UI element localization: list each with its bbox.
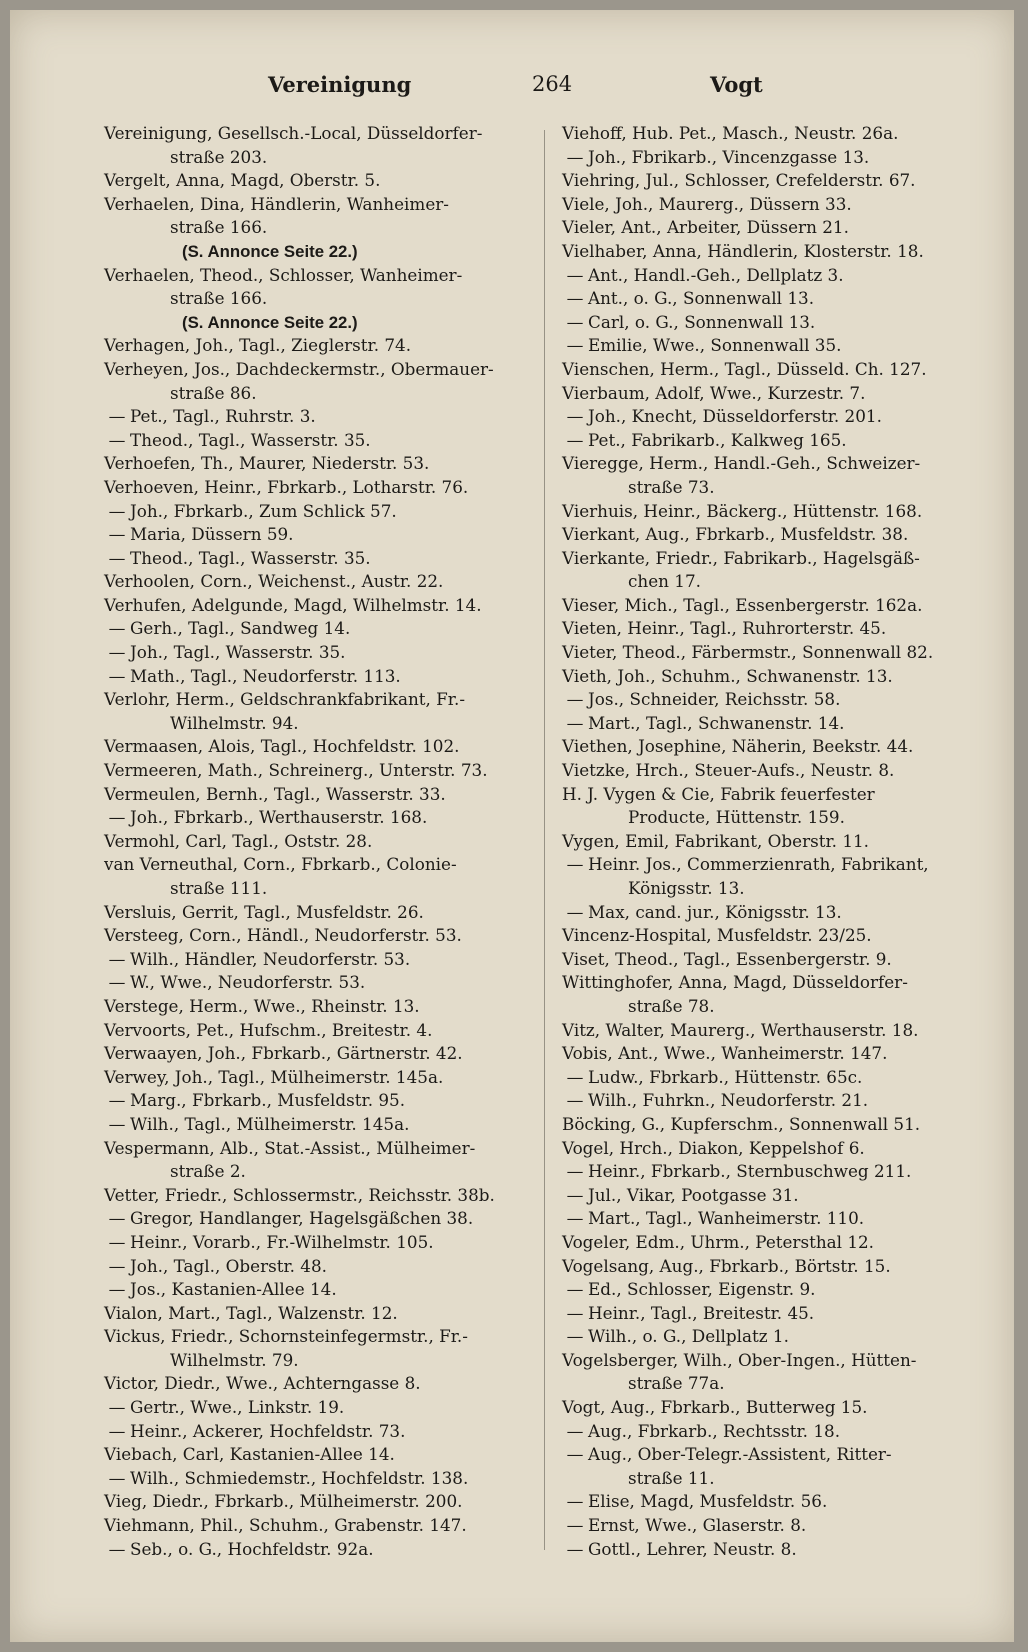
entry-text: Emilie, Wwe., Sonnenwall 35. bbox=[588, 335, 842, 356]
entry-continuation: straße 166. bbox=[170, 217, 268, 238]
directory-entry bbox=[562, 1184, 1002, 1208]
entry-text: Wilh., Fuhrkn., Neudorferstr. 21. bbox=[588, 1090, 869, 1111]
entry-text: Viehmann, Phil., Schuhm., Grabenstr. 147. bbox=[104, 1515, 467, 1536]
directory-entry bbox=[562, 1042, 1002, 1066]
directory-entry bbox=[562, 452, 1002, 499]
ditto-dash: — bbox=[566, 901, 584, 922]
directory-entry bbox=[104, 1137, 536, 1184]
directory-entry bbox=[562, 1490, 1002, 1514]
entry-text: Böcking, G., Kupferschm., Sonnenwall 51. bbox=[562, 1113, 921, 1134]
directory-entry bbox=[104, 1089, 536, 1113]
entry-text: Ludw., Fbrkarb., Hüttenstr. 65c. bbox=[588, 1066, 863, 1087]
entry-text: Vieg, Diedr., Fbrkarb., Mülheimerstr. 200. bbox=[104, 1491, 463, 1512]
ditto-dash: — bbox=[566, 1302, 584, 1323]
entry-text: Aug., Ober-Telegr.-Assistent, Ritter- bbox=[588, 1444, 892, 1465]
directory-entry bbox=[104, 853, 536, 900]
entry-text: Vervoorts, Pet., Hufschm., Breitestr. 4. bbox=[104, 1019, 433, 1040]
directory-entry bbox=[562, 429, 1002, 453]
entry-text: Theod., Tagl., Wasserstr. 35. bbox=[130, 547, 371, 568]
directory-entry bbox=[104, 594, 536, 618]
directory-entry bbox=[104, 500, 536, 524]
entry-text: Wilh., Schmiedemstr., Hochfeldstr. 138. bbox=[130, 1467, 469, 1488]
directory-entry bbox=[104, 429, 536, 453]
entry-continuation: Producte, Hüttenstr. 159. bbox=[628, 807, 845, 828]
entry-continuation: Wilhelmstr. 94. bbox=[170, 712, 299, 733]
entry-text: Verlohr, Herm., Geldschrankfabrikant, Fr.- bbox=[104, 689, 465, 710]
entry-text: Vogelsang, Aug., Fbrkarb., Börtstr. 15. bbox=[562, 1255, 891, 1276]
directory-entry bbox=[104, 1066, 536, 1090]
entry-text: Pet., Fabrikarb., Kalkweg 165. bbox=[588, 429, 847, 450]
page-header bbox=[10, 72, 1014, 102]
directory-entry bbox=[562, 1255, 1002, 1279]
ditto-dash: — bbox=[108, 642, 126, 663]
directory-entry bbox=[104, 1538, 536, 1562]
directory-entry bbox=[104, 806, 536, 830]
directory-entry bbox=[104, 735, 536, 759]
ditto-dash: — bbox=[566, 1491, 584, 1512]
entry-text: Vietzke, Hrch., Steuer-Aufs., Neustr. 8. bbox=[562, 760, 895, 781]
directory-entry bbox=[104, 1443, 536, 1467]
ditto-dash: — bbox=[108, 1208, 126, 1229]
directory-entry bbox=[562, 1113, 1002, 1137]
directory-entry bbox=[562, 1538, 1002, 1562]
ditto-dash: — bbox=[108, 665, 126, 686]
directory-entry bbox=[562, 735, 1002, 759]
directory-entry bbox=[562, 146, 1002, 170]
ditto-dash: — bbox=[108, 1279, 126, 1300]
entry-text: Seb., o. G., Hochfeldstr. 92a. bbox=[130, 1538, 374, 1559]
entry-text: Verhoeven, Heinr., Fbrkarb., Lotharstr. 76. bbox=[104, 476, 469, 497]
ditto-dash: — bbox=[566, 1066, 584, 1087]
entry-text: Wilh., o. G., Dellplatz 1. bbox=[588, 1326, 789, 1347]
entry-text: van Verneuthal, Corn., Fbrkarb., Colonie- bbox=[104, 854, 457, 875]
entry-text: Gertr., Wwe., Linkstr. 19. bbox=[130, 1397, 345, 1418]
entry-text: Gerh., Tagl., Sandweg 14. bbox=[130, 618, 351, 639]
ditto-dash: — bbox=[566, 1208, 584, 1229]
directory-entry bbox=[104, 1420, 536, 1444]
entry-text: Vereinigung, Gesellsch.-Local, Düsseldorfer- bbox=[104, 123, 483, 143]
entry-continuation: Wilhelmstr. 79. bbox=[170, 1349, 299, 1370]
entry-text: Viele, Joh., Maurerg., Düssern 33. bbox=[562, 193, 852, 214]
entry-text: Vygen, Emil, Fabrikant, Oberstr. 11. bbox=[562, 830, 870, 851]
directory-entry bbox=[104, 570, 536, 594]
directory-entry bbox=[562, 500, 1002, 524]
ditto-dash: — bbox=[566, 264, 584, 285]
directory-entry bbox=[562, 924, 1002, 948]
entry-continuation: straße 78. bbox=[628, 995, 715, 1016]
ditto-dash: — bbox=[108, 1090, 126, 1111]
annonce-note bbox=[104, 240, 536, 264]
entry-text: (S. Annonce Seite 22.) bbox=[182, 312, 358, 332]
entry-text: Versteeg, Corn., Händl., Neudorferstr. 53. bbox=[104, 925, 462, 946]
ditto-dash: — bbox=[108, 1538, 126, 1559]
directory-entry bbox=[104, 1302, 536, 1326]
directory-entry bbox=[104, 1113, 536, 1137]
entry-text: Viehoff, Hub. Pet., Masch., Neustr. 26a. bbox=[562, 123, 899, 143]
directory-entry bbox=[562, 358, 1002, 382]
directory-entry bbox=[104, 924, 536, 948]
directory-entry bbox=[562, 688, 1002, 712]
header-right-keyword: Vogt bbox=[710, 72, 763, 97]
entry-text: H. J. Vygen & Cie, Fabrik feuerfester bbox=[562, 783, 875, 804]
entry-text: Viehring, Jul., Schlosser, Crefelderstr. 67. bbox=[562, 170, 916, 191]
entry-text: Heinr., Ackerer, Hochfeldstr. 73. bbox=[130, 1420, 406, 1441]
ditto-dash: — bbox=[108, 972, 126, 993]
ditto-dash: — bbox=[566, 311, 584, 332]
directory-entry bbox=[104, 783, 536, 807]
entry-text: Ed., Schlosser, Eigenstr. 9. bbox=[588, 1279, 816, 1300]
directory-entry bbox=[562, 1231, 1002, 1255]
entry-text: Math., Tagl., Neudorferstr. 113. bbox=[130, 665, 401, 686]
entry-text: Vobis, Ant., Wwe., Wanheimerstr. 147. bbox=[562, 1043, 888, 1064]
directory-entry bbox=[104, 264, 536, 311]
directory-entry bbox=[104, 665, 536, 689]
entry-text: Vialon, Mart., Tagl., Walzenstr. 12. bbox=[104, 1302, 398, 1323]
entry-text: Jos., Schneider, Reichsstr. 58. bbox=[588, 689, 841, 710]
directory-entry bbox=[104, 1207, 536, 1231]
ditto-dash: — bbox=[108, 547, 126, 568]
entry-text: Verhoolen, Corn., Weichenst., Austr. 22. bbox=[104, 571, 444, 592]
entry-text: Mart., Tagl., Schwanenstr. 14. bbox=[588, 712, 845, 733]
ditto-dash: — bbox=[566, 1326, 584, 1347]
entry-text: Viebach, Carl, Kastanien-Allee 14. bbox=[104, 1444, 395, 1465]
directory-entry bbox=[104, 995, 536, 1019]
directory-page bbox=[10, 10, 1014, 1642]
directory-entry bbox=[104, 358, 536, 405]
directory-entry bbox=[562, 1325, 1002, 1349]
directory-entry bbox=[104, 901, 536, 925]
entry-text: Joh., Knecht, Düsseldorferstr. 201. bbox=[588, 406, 882, 427]
entry-text: Jul., Vikar, Pootgasse 31. bbox=[588, 1184, 799, 1205]
entry-continuation: Königsstr. 13. bbox=[628, 878, 745, 898]
entry-text: Verwey, Joh., Tagl., Mülheimerstr. 145a. bbox=[104, 1066, 444, 1087]
entry-text: Vieter, Theod., Färbermstr., Sonnenwall 82. bbox=[562, 642, 934, 663]
directory-entry bbox=[104, 971, 536, 995]
directory-entry bbox=[104, 1231, 536, 1255]
entry-text: Theod., Tagl., Wasserstr. 35. bbox=[130, 429, 371, 450]
directory-entry bbox=[104, 169, 536, 193]
directory-entry bbox=[562, 382, 1002, 406]
ditto-dash: — bbox=[108, 618, 126, 639]
ditto-dash: — bbox=[566, 854, 584, 875]
directory-entry bbox=[104, 452, 536, 476]
entry-text: Verhagen, Joh., Tagl., Zieglerstr. 74. bbox=[104, 335, 412, 356]
directory-entry bbox=[562, 1349, 1002, 1396]
entry-text: Marg., Fbrkarb., Musfeldstr. 95. bbox=[130, 1090, 406, 1111]
ditto-dash: — bbox=[566, 335, 584, 356]
directory-entry bbox=[562, 641, 1002, 665]
entry-text: Vieth, Joh., Schuhm., Schwanenstr. 13. bbox=[562, 665, 893, 686]
entry-text: Vieser, Mich., Tagl., Essenbergerstr. 162a. bbox=[562, 594, 923, 615]
entry-text: Vogt, Aug., Fbrkarb., Butterweg 15. bbox=[562, 1397, 868, 1418]
directory-entry bbox=[104, 688, 536, 735]
directory-entry bbox=[562, 617, 1002, 641]
entry-text: Ant., Handl.-Geh., Dellplatz 3. bbox=[588, 264, 844, 285]
entry-text: Vermeulen, Bernh., Tagl., Wasserstr. 33. bbox=[104, 783, 446, 804]
entry-text: Verhaelen, Theod., Schlosser, Wanheimer- bbox=[104, 264, 463, 285]
entry-text: Verwaayen, Joh., Fbrkarb., Gärtnerstr. 42. bbox=[104, 1043, 463, 1064]
left-column bbox=[104, 122, 536, 1561]
ditto-dash: — bbox=[108, 500, 126, 521]
directory-entry bbox=[562, 712, 1002, 736]
entry-text: Verhufen, Adelgunde, Magd, Wilhelmstr. 14. bbox=[104, 594, 482, 615]
directory-entry bbox=[562, 311, 1002, 335]
ditto-dash: — bbox=[108, 1467, 126, 1488]
entry-continuation: straße 73. bbox=[628, 476, 715, 497]
entry-text: Vierkant, Aug., Fbrkarb., Musfeldstr. 38. bbox=[562, 524, 909, 545]
entry-continuation: straße 203. bbox=[170, 146, 268, 167]
directory-entry bbox=[562, 1302, 1002, 1326]
entry-text: Verhaelen, Dina, Händlerin, Wanheimer- bbox=[104, 193, 449, 214]
ditto-dash: — bbox=[566, 1420, 584, 1441]
directory-entry bbox=[562, 1420, 1002, 1444]
directory-entry bbox=[104, 830, 536, 854]
entry-text: Pet., Tagl., Ruhrstr. 3. bbox=[130, 406, 316, 427]
directory-entry bbox=[562, 523, 1002, 547]
entry-continuation: straße 166. bbox=[170, 288, 268, 309]
ditto-dash: — bbox=[566, 1444, 584, 1465]
directory-entry bbox=[104, 1278, 536, 1302]
entry-text: Vermaasen, Alois, Tagl., Hochfeldstr. 102. bbox=[104, 736, 460, 757]
ditto-dash: — bbox=[566, 712, 584, 733]
directory-entry bbox=[562, 1137, 1002, 1161]
directory-entry bbox=[104, 759, 536, 783]
directory-entry bbox=[104, 641, 536, 665]
directory-entry bbox=[104, 1325, 536, 1372]
directory-entry bbox=[562, 1066, 1002, 1090]
entry-text: Carl, o. G., Sonnenwall 13. bbox=[588, 311, 816, 332]
directory-entry bbox=[562, 1278, 1002, 1302]
entry-text: Heinr., Tagl., Breitestr. 45. bbox=[588, 1302, 815, 1323]
directory-entry bbox=[562, 547, 1002, 594]
entry-text: Verhoefen, Th., Maurer, Niederstr. 53. bbox=[104, 453, 430, 474]
directory-entry bbox=[562, 971, 1002, 1018]
entry-text: Joh., Fbrkarb., Werthauserstr. 168. bbox=[130, 807, 428, 828]
entry-text: Vieler, Ant., Arbeiter, Düssern 21. bbox=[562, 217, 849, 238]
entry-text: Aug., Fbrkarb., Rechtsstr. 18. bbox=[588, 1420, 841, 1441]
entry-text: Wilh., Tagl., Mülheimerstr. 145a. bbox=[130, 1113, 410, 1134]
directory-entry bbox=[562, 405, 1002, 429]
directory-entry bbox=[104, 1042, 536, 1066]
directory-entry bbox=[104, 1467, 536, 1491]
directory-entry bbox=[104, 948, 536, 972]
directory-entry bbox=[562, 216, 1002, 240]
column-divider bbox=[544, 130, 545, 1550]
directory-entry bbox=[562, 169, 1002, 193]
entry-text: Vetter, Friedr., Schlossermstr., Reichsstr. 38b. bbox=[104, 1184, 495, 1205]
entry-text: Joh., Fbrikarb., Vincenzgasse 13. bbox=[588, 146, 870, 167]
ditto-dash: — bbox=[108, 1231, 126, 1252]
entry-text: Vickus, Friedr., Schornsteinfegermstr., Fr.- bbox=[104, 1326, 468, 1347]
directory-entry bbox=[104, 1514, 536, 1538]
ditto-dash: — bbox=[108, 948, 126, 969]
directory-entry bbox=[104, 405, 536, 429]
ditto-dash: — bbox=[108, 1113, 126, 1134]
entry-text: Viset, Theod., Tagl., Essenbergerstr. 9. bbox=[562, 948, 892, 969]
entry-text: Elise, Magd, Musfeldstr. 56. bbox=[588, 1491, 828, 1512]
directory-entry bbox=[562, 1089, 1002, 1113]
ditto-dash: — bbox=[566, 406, 584, 427]
directory-entry bbox=[562, 948, 1002, 972]
directory-entry bbox=[104, 122, 536, 169]
entry-text: Vieregge, Herm., Handl.-Geh., Schweizer- bbox=[562, 453, 921, 474]
entry-continuation: straße 77a. bbox=[628, 1373, 725, 1394]
directory-entry bbox=[562, 665, 1002, 689]
entry-text: Vierkante, Friedr., Fabrikarb., Hagelsgäß- bbox=[562, 547, 920, 568]
directory-entry bbox=[562, 287, 1002, 311]
directory-entry bbox=[104, 334, 536, 358]
directory-entry bbox=[562, 853, 1002, 900]
entry-continuation: straße 2. bbox=[170, 1161, 246, 1182]
ditto-dash: — bbox=[566, 1538, 584, 1559]
entry-text: Vogeler, Edm., Uhrm., Petersthal 12. bbox=[562, 1231, 875, 1252]
entry-text: Vincenz-Hospital, Musfeldstr. 23/25. bbox=[562, 925, 872, 946]
entry-text: Vitz, Walter, Maurerg., Werthauserstr. 18. bbox=[562, 1019, 919, 1040]
annonce-note bbox=[104, 311, 536, 335]
directory-entry bbox=[104, 617, 536, 641]
entry-continuation: straße 11. bbox=[628, 1467, 715, 1488]
entry-text: Vermohl, Carl, Tagl., Oststr. 28. bbox=[104, 830, 373, 851]
directory-entry bbox=[562, 264, 1002, 288]
directory-entry bbox=[562, 1207, 1002, 1231]
entry-text: Heinr. Jos., Commerzienrath, Fabrikant, bbox=[588, 854, 929, 875]
directory-entry bbox=[562, 1443, 1002, 1490]
entry-text: Victor, Diedr., Wwe., Achterngasse 8. bbox=[104, 1373, 421, 1394]
ditto-dash: — bbox=[566, 689, 584, 710]
directory-entry bbox=[562, 901, 1002, 925]
directory-entry bbox=[562, 759, 1002, 783]
directory-entry bbox=[104, 1396, 536, 1420]
entry-text: Ant., o. G., Sonnenwall 13. bbox=[588, 288, 815, 309]
entry-text: Viethen, Josephine, Näherin, Beekstr. 44. bbox=[562, 736, 914, 757]
directory-entry bbox=[104, 1255, 536, 1279]
entry-text: Heinr., Vorarb., Fr.-Wilhelmstr. 105. bbox=[130, 1231, 434, 1252]
entry-text: Vergelt, Anna, Magd, Oberstr. 5. bbox=[104, 170, 381, 191]
directory-entry bbox=[562, 334, 1002, 358]
directory-entry bbox=[104, 523, 536, 547]
entry-text: Joh., Fbrkarb., Zum Schlick 57. bbox=[130, 500, 397, 521]
right-column bbox=[562, 122, 1002, 1561]
entry-text: (S. Annonce Seite 22.) bbox=[182, 241, 358, 261]
directory-entry bbox=[104, 193, 536, 240]
entry-text: Gottl., Lehrer, Neustr. 8. bbox=[588, 1538, 797, 1559]
entry-text: Versluis, Gerrit, Tagl., Musfeldstr. 26. bbox=[104, 901, 424, 922]
entry-text: Max, cand. jur., Königsstr. 13. bbox=[588, 901, 842, 922]
ditto-dash: — bbox=[566, 288, 584, 309]
ditto-dash: — bbox=[108, 524, 126, 545]
ditto-dash: — bbox=[566, 1515, 584, 1536]
entry-text: Verheyen, Jos., Dachdeckermstr., Obermauer- bbox=[104, 358, 494, 379]
directory-entry bbox=[562, 594, 1002, 618]
entry-text: Vieten, Heinr., Tagl., Ruhrorterstr. 45. bbox=[562, 618, 887, 639]
directory-entry bbox=[562, 1019, 1002, 1043]
entry-text: Wilh., Händler, Neudorferstr. 53. bbox=[130, 948, 411, 969]
ditto-dash: — bbox=[108, 1420, 126, 1441]
directory-entry bbox=[562, 1396, 1002, 1420]
entry-continuation: straße 111. bbox=[170, 878, 268, 898]
directory-entry bbox=[562, 240, 1002, 264]
ditto-dash: — bbox=[566, 1161, 584, 1182]
entry-continuation: straße 86. bbox=[170, 382, 257, 403]
header-left-keyword: Vereinigung bbox=[268, 72, 412, 97]
ditto-dash: — bbox=[108, 1255, 126, 1276]
entry-text: W., Wwe., Neudorferstr. 53. bbox=[130, 972, 366, 993]
entry-text: Joh., Tagl., Wasserstr. 35. bbox=[130, 642, 346, 663]
entry-text: Vienschen, Herm., Tagl., Düsseld. Ch. 127. bbox=[562, 358, 927, 379]
directory-entry bbox=[104, 1019, 536, 1043]
directory-entry bbox=[104, 1490, 536, 1514]
directory-entry bbox=[104, 1184, 536, 1208]
directory-entry bbox=[562, 1514, 1002, 1538]
entry-text: Vielhaber, Anna, Händlerin, Klosterstr. 18. bbox=[562, 240, 924, 261]
directory-entry bbox=[562, 1160, 1002, 1184]
ditto-dash: — bbox=[108, 406, 126, 427]
ditto-dash: — bbox=[108, 429, 126, 450]
entry-text: Mart., Tagl., Wanheimerstr. 110. bbox=[588, 1208, 865, 1229]
ditto-dash: — bbox=[566, 1184, 584, 1205]
entry-text: Vierhuis, Heinr., Bäckerg., Hüttenstr. 168. bbox=[562, 500, 923, 521]
entry-text: Vespermann, Alb., Stat.-Assist., Mülheimer- bbox=[104, 1137, 476, 1158]
entry-text: Jos., Kastanien-Allee 14. bbox=[130, 1279, 337, 1300]
entry-text: Heinr., Fbrkarb., Sternbuschweg 211. bbox=[588, 1161, 912, 1182]
entry-text: Vermeeren, Math., Schreinerg., Unterstr. 73. bbox=[104, 760, 488, 781]
page-number: 264 bbox=[532, 72, 573, 96]
entry-text: Verstege, Herm., Wwe., Rheinstr. 13. bbox=[104, 995, 420, 1016]
directory-entry bbox=[562, 830, 1002, 854]
directory-entry bbox=[562, 783, 1002, 830]
directory-entry bbox=[562, 193, 1002, 217]
directory-entry bbox=[104, 547, 536, 571]
entry-text: Gregor, Handlanger, Hagelsgäßchen 38. bbox=[130, 1208, 474, 1229]
ditto-dash: — bbox=[566, 146, 584, 167]
directory-entry bbox=[562, 122, 1002, 146]
entry-text: Joh., Tagl., Oberstr. 48. bbox=[130, 1255, 327, 1276]
ditto-dash: — bbox=[566, 1279, 584, 1300]
ditto-dash: — bbox=[108, 807, 126, 828]
entry-text: Vogel, Hrch., Diakon, Keppelshof 6. bbox=[562, 1137, 865, 1158]
directory-entry bbox=[104, 1372, 536, 1396]
entry-text: Ernst, Wwe., Glaserstr. 8. bbox=[588, 1515, 807, 1536]
ditto-dash: — bbox=[108, 1397, 126, 1418]
ditto-dash: — bbox=[566, 429, 584, 450]
entry-text: Maria, Düssern 59. bbox=[130, 524, 294, 545]
ditto-dash: — bbox=[566, 1090, 584, 1111]
entry-text: Vierbaum, Adolf, Wwe., Kurzestr. 7. bbox=[562, 382, 866, 403]
entry-text: Vogelsberger, Wilh., Ober-Ingen., Hütten- bbox=[562, 1349, 917, 1370]
directory-entry bbox=[104, 476, 536, 500]
entry-text: Wittinghofer, Anna, Magd, Düsseldorfer- bbox=[562, 972, 908, 993]
entry-continuation: chen 17. bbox=[628, 571, 701, 592]
